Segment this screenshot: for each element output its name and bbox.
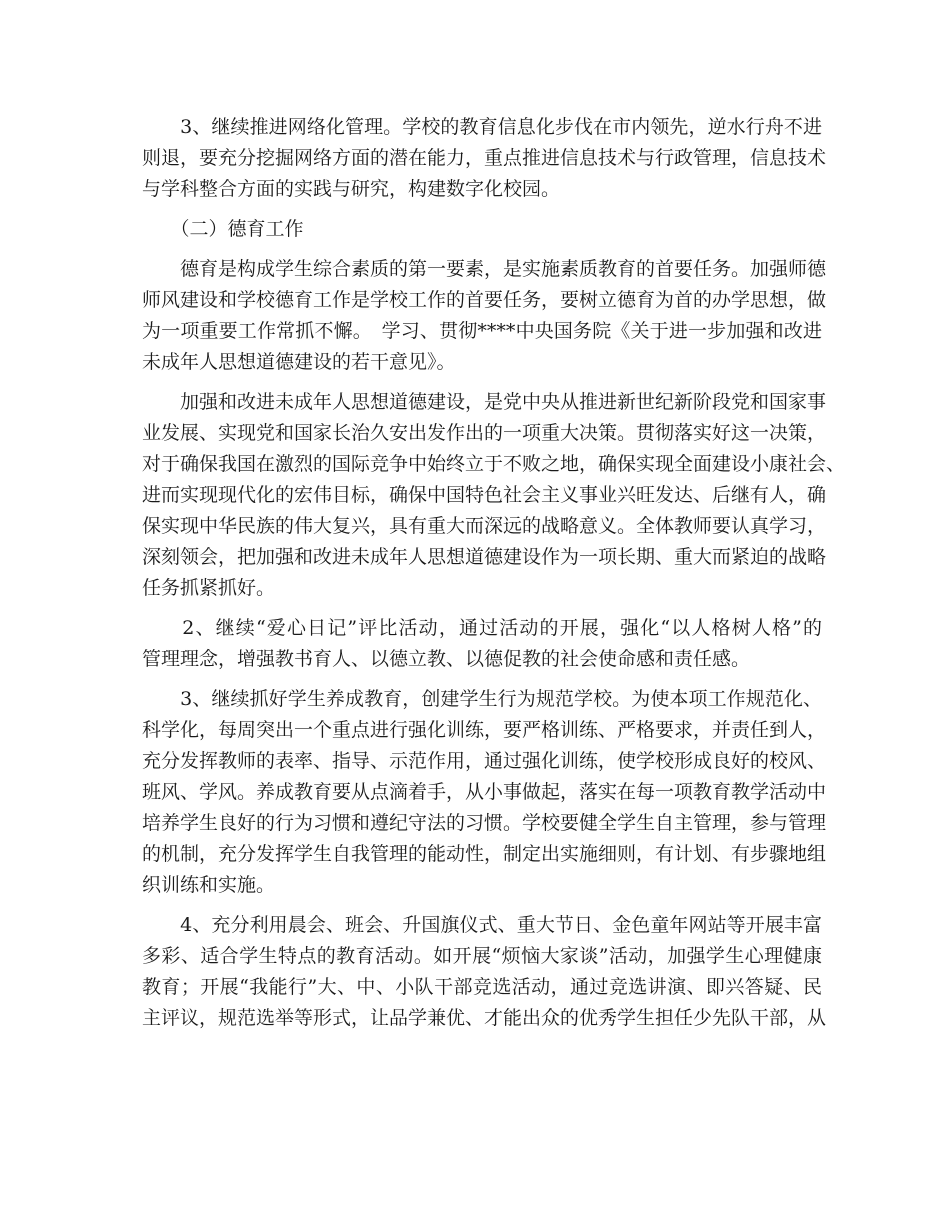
text-line: 管理理念，增强教书育人、以德立教、以德促教的社会使命感和责任感。 <box>142 648 751 670</box>
text-line: 与学科整合方面的实践与研究，构建数字化校园。 <box>142 178 561 200</box>
text-line: 2、继续“爱心日记”评比活动，通过活动的开展，强化“以人格树人格”的 <box>142 617 822 639</box>
text-line: 师风建设和学校德育工作是学校工作的首要任务，要树立德育为首的办学思想，做 <box>142 289 827 311</box>
text-line: 科学化，每周突出一个重点进行强化训练，要严格训练、严格要求，并责任到人， <box>142 719 827 741</box>
text-line: 班风、学风。养成教育要从点滴着手，从小事做起，落实在每一项教育教学活动中 <box>142 781 827 803</box>
document-body <box>142 112 846 1034</box>
text-line: 多彩、适合学生特点的教育活动。如开展“烦恼大家谈”活动，加强学生心理健康 <box>142 945 822 967</box>
text-line: 未成年人思想道德建设的若干意见》。 <box>142 351 456 373</box>
paragraph <box>142 112 827 205</box>
text-line: 4、充分利用晨会、班会、升国旗仪式、重大节日、金色童年网站等开展丰富 <box>142 914 822 936</box>
text-line: 教育；开展“我能行”大、中、小队干部竞选活动，通过竞选讲演、即兴答疑、民 <box>142 976 822 998</box>
paragraph <box>142 254 827 378</box>
text-line: 充分发挥教师的表率、指导、示范作用，通过强化训练，使学校形成良好的校风、 <box>142 750 827 772</box>
text-line: （二）德育工作 <box>142 218 304 240</box>
text-line: 业发展、实现党和国家长治久安出发作出的一项重大决策。贯彻落实好这一决策， <box>142 422 827 444</box>
text-line: 任务抓紧抓好。 <box>142 577 276 599</box>
paragraph <box>142 387 846 604</box>
paragraph-gap <box>142 604 822 613</box>
paragraph-gap <box>142 205 822 214</box>
text-line: 进而实现现代化的宏伟目标，确保中国特色社会主义事业兴旺发达、后继有人，确 <box>142 484 827 506</box>
text-line: 培养学生良好的行为习惯和遵纪守法的习惯。学校要健全学生自主管理，参与管理 <box>142 812 827 834</box>
text-line: 保实现中华民族的伟大复兴，具有重大而深远的战略意义。全体教师要认真学习， <box>142 515 827 537</box>
text-line: 织训练和实施。 <box>142 874 276 896</box>
text-line: 对于确保我国在激烈的国际竞争中始终立于不败之地，确保实现全面建设小康社会、 <box>142 453 846 475</box>
paragraph-gap <box>142 901 822 910</box>
text-line: 则退，要充分挖掘网络方面的潜在能力，重点推进信息技术与行政管理，信息技术 <box>142 147 827 169</box>
text-line: 德育是构成学生综合素质的第一要素，是实施素质教育的首要任务。加强师德 <box>142 258 827 280</box>
text-line: 为一项重要工作常抓不懈。 学习、贯彻****中央国务院《关于进一步加强和改进 <box>142 320 822 342</box>
text-line: 加强和改进未成年人思想道德建设，是党中央从推进新世纪新阶段党和国家事 <box>142 391 827 413</box>
text-line: 3、继续抓好学生养成教育，创建学生行为规范学校。为使本项工作规范化、 <box>142 688 822 710</box>
paragraph <box>142 910 827 1034</box>
paragraph-gap <box>142 245 822 254</box>
paragraph <box>142 613 822 675</box>
text-line: 主评议，规范选举等形式，让品学兼优、才能出众的优秀学生担任少先队干部，从 <box>142 1007 827 1029</box>
paragraph-gap <box>142 378 822 387</box>
text-line: 的机制，充分发挥学生自我管理的能动性，制定出实施细则，有计划、有步骤地组 <box>142 843 827 865</box>
text-line: 3、继续推进网络化管理。学校的教育信息化步伐在市内领先，逆水行舟不进 <box>142 116 822 138</box>
paragraph <box>142 684 827 901</box>
text-line: 深刻领会，把加强和改进未成年人思想道德建设作为一项长期、重大而紧迫的战略 <box>142 546 827 568</box>
paragraph <box>142 214 822 245</box>
paragraph-gap <box>142 675 822 684</box>
